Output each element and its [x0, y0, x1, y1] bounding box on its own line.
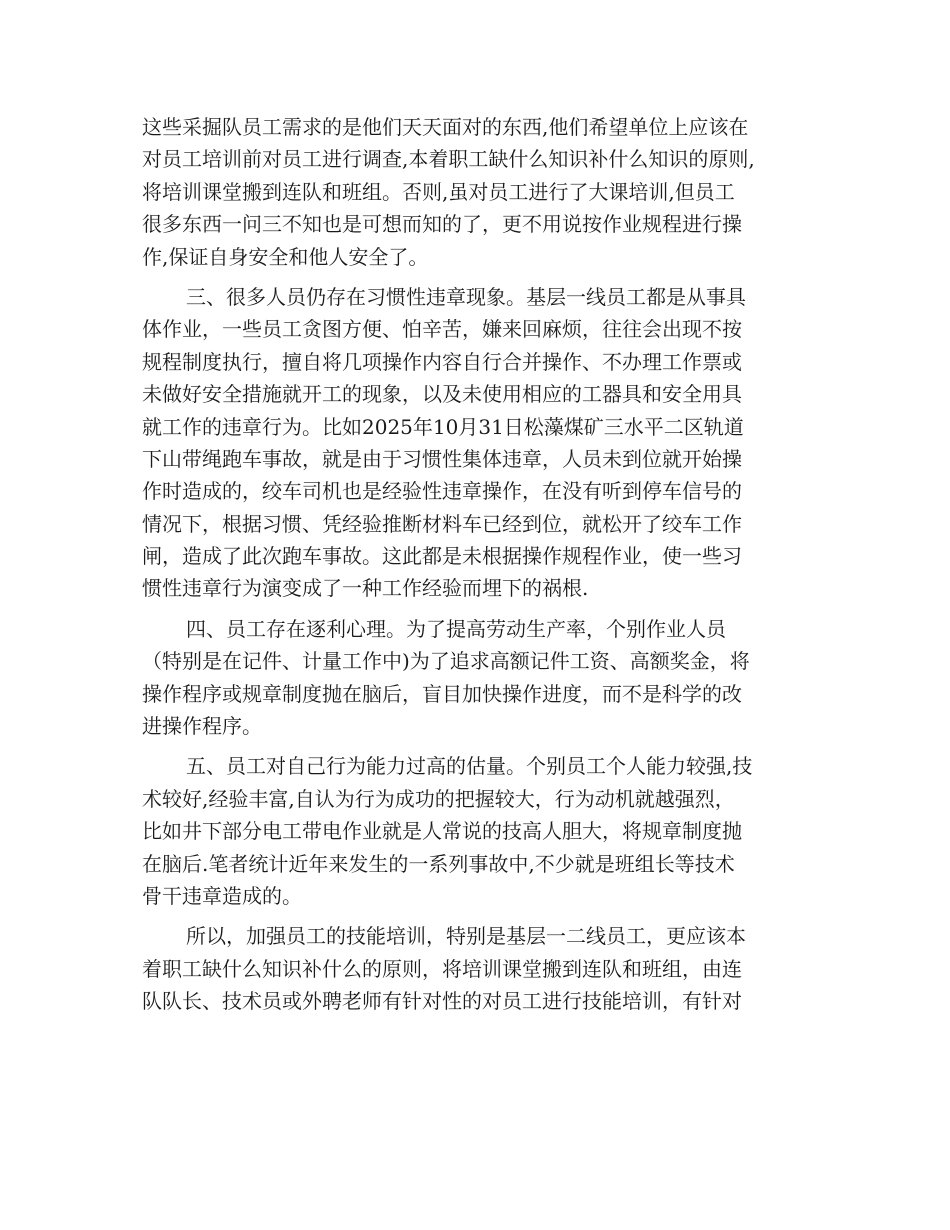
text-line: 规程制度执行，擅自将几项操作内容自行合并操作、不办理工作票或 — [142, 349, 742, 374]
text-line: 所以，加强员工的技能培训，特别是基层一二线员工，更应该本 — [186, 924, 746, 949]
text-line: 比如井下部分电工带电作业就是人常说的技高人胆大，将规章制度抛 — [142, 819, 742, 844]
text-line: 对员工培训前对员工进行调查,本着职工缺什么知识补什么知识的原则, — [142, 147, 755, 172]
text-line: 惯性违章行为演变成了一种工作经验而埋下的祸根. — [142, 576, 589, 601]
paragraph-gap — [142, 912, 802, 920]
paragraph-habitual-violations — [142, 281, 802, 605]
paragraph-profit-seeking — [142, 613, 802, 743]
text-line: 着职工缺什么知识补什么的原则，将培训课堂搬到连队和班组，由连 — [142, 956, 742, 981]
paragraph-staff-needs — [142, 111, 802, 273]
paragraph-overconfidence — [142, 750, 802, 912]
text-line: 闸，造成了此次跑车事故。这此都是未根据操作规程作业，使一些习 — [142, 544, 742, 569]
paragraph-gap — [142, 605, 802, 613]
paragraph-gap — [142, 742, 802, 750]
text-line: 在脑后.笔者统计近年来发生的一系列事故中,不少就是班组长等技术 — [142, 851, 735, 876]
text-line: 这些采掘队员工需求的是他们天天面对的东西,他们希望单位上应该在 — [142, 115, 749, 139]
paragraph-gap — [142, 273, 802, 281]
text-line: 体作业，一些员工贪图方便、怕辛苦，嫌来回麻烦，往往会出现不按 — [142, 317, 742, 342]
text-line: 三、很多人员仍存在习惯性违章现象。基层一线员工都是从事具 — [186, 284, 746, 309]
document-body — [142, 111, 802, 1018]
text-line: 术较好,经验丰富,自认为行为成功的把握较大，行为动机就越强烈， — [142, 786, 735, 811]
text-line: 骨干违章造成的。 — [142, 883, 302, 908]
text-line: 五、员工对自己行为能力过高的估量。个别员工个人能力较强,技 — [186, 754, 753, 779]
text-line: 情况下，根据习惯、凭经验推断材料车已经到位，就松开了绞车工作 — [142, 511, 742, 536]
paragraph-conclusion — [142, 920, 802, 1017]
text-line: 未做好安全措施就开工的现象，以及未使用相应的工器具和安全用具 — [142, 382, 742, 407]
text-line: 作时造成的，绞车司机也是经验性违章操作，在没有听到停车信号的 — [142, 479, 742, 504]
text-line: 作,保证自身安全和他人安全了。 — [142, 244, 429, 269]
text-line: 下山带绳跑车事故，就是由于习惯性集体违章，人员未到位就开始操 — [142, 446, 742, 471]
text-line: 四、员工存在逐利心理。为了提高劳动生产率，个别作业人员 — [186, 616, 726, 641]
text-line: 队队长、技术员或外聘老师有针对性的对员工进行技能培训，有针对 — [142, 989, 742, 1014]
text-line: 进操作程序。 — [142, 714, 262, 739]
text-line: 很多东西一问三不知也是可想而知的了，更不用说按作业规程进行操 — [142, 212, 742, 237]
text-line: 操作程序或规章制度抛在脑后，盲目加快操作进度，而不是科学的改 — [142, 681, 742, 706]
text-line: （特别是在记件、计量工作中)为了追求高额记件工资、高额奖金，将 — [142, 649, 750, 674]
text-line: 将培训课堂搬到连队和班组。否则,虽对员工进行了大课培训,但员工 — [142, 179, 735, 204]
text-line: 就工作的违章行为。比如2025年10月31日松藻煤矿三水平二区轨道 — [142, 414, 744, 439]
